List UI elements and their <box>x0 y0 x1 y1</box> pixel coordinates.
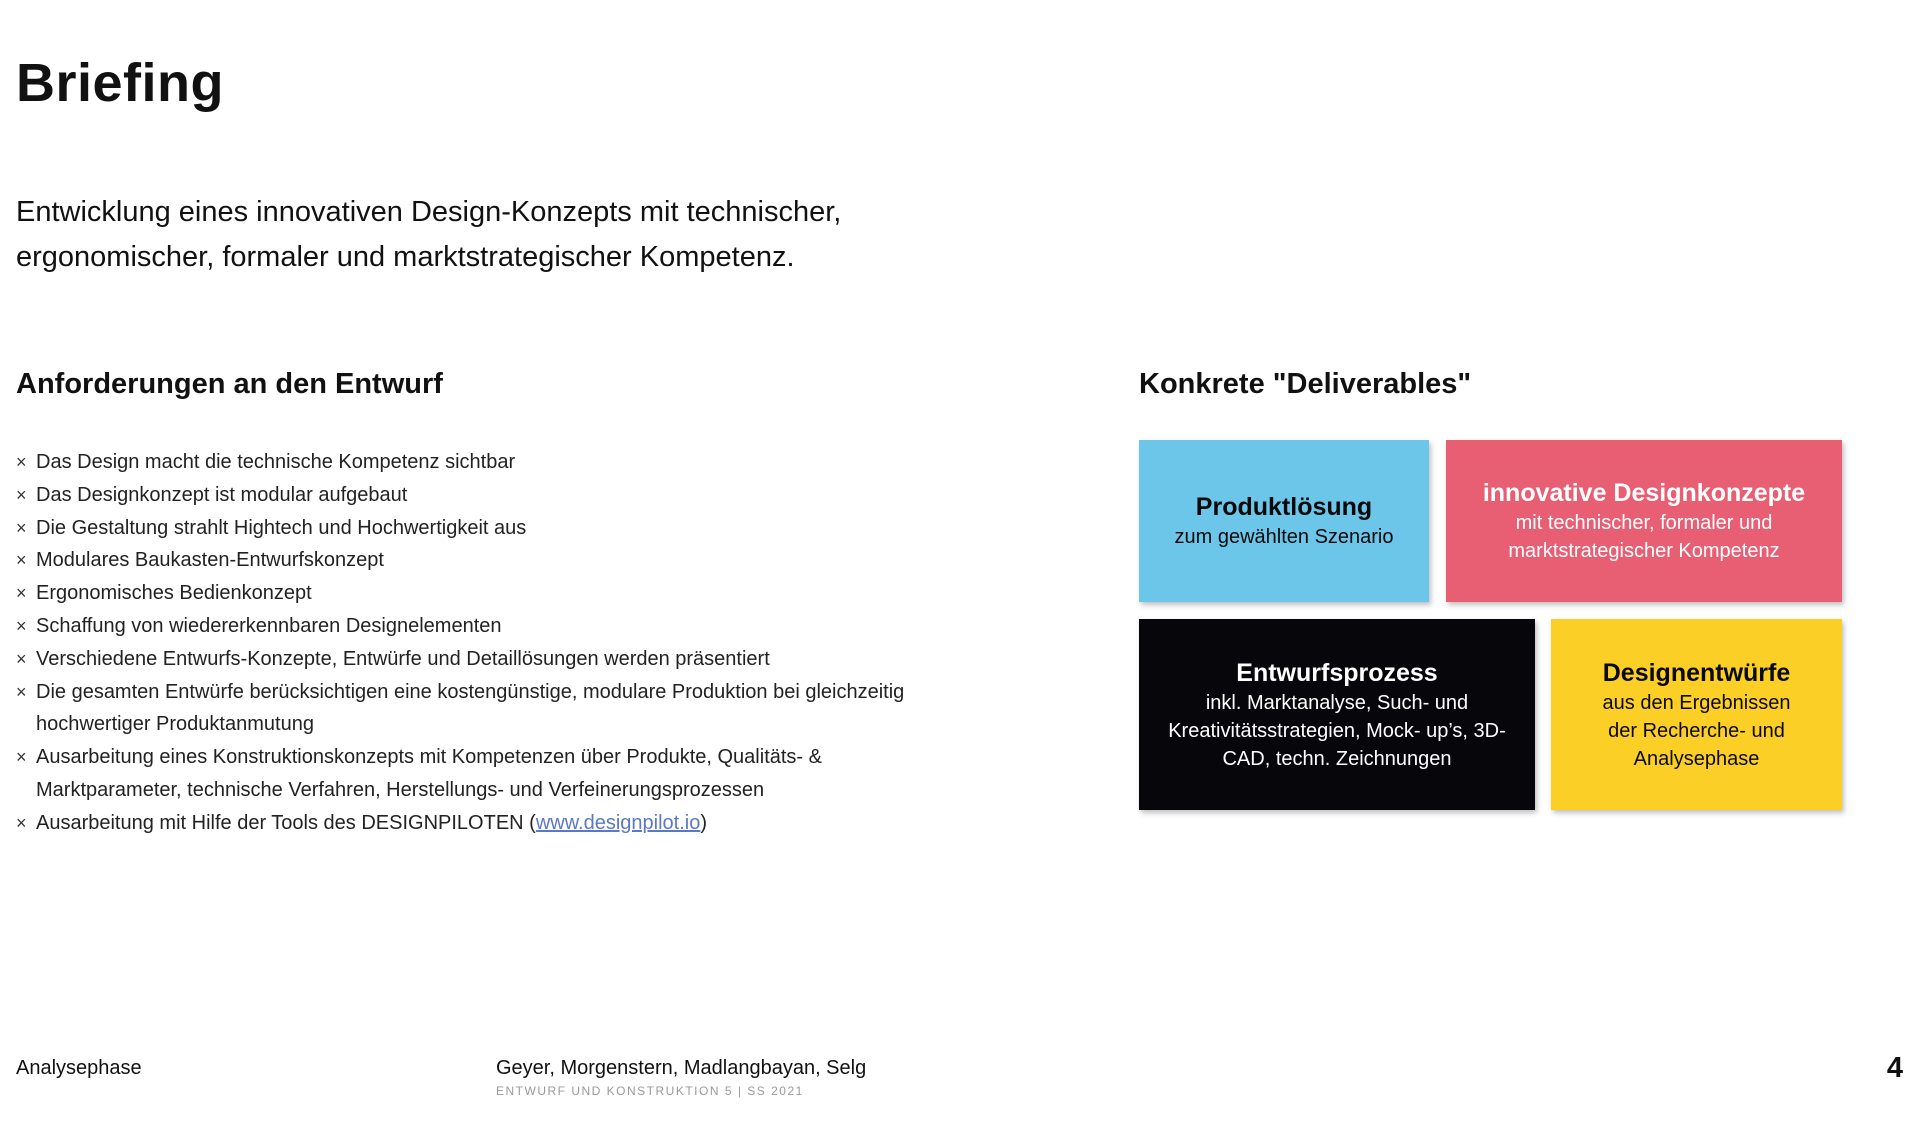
list-item <box>16 544 936 577</box>
list-item-text: Schaffung von wiedererkennbaren Designelementen <box>36 614 502 637</box>
deliverable-subtitle: zum gewählten Szenario <box>1174 526 1394 548</box>
list-item <box>16 807 936 840</box>
deliverable-subtitle: inkl. Marktanalyse, Such- und Kreativitätsstrategien, Mock- up’s, 3D-CAD, techn. Zeichnungen <box>1168 691 1506 770</box>
list-item <box>16 479 936 512</box>
list-item <box>16 512 936 545</box>
footer-credits <box>496 1057 866 1098</box>
bullet-x-icon: × <box>16 648 27 669</box>
page-number: 4 <box>1886 1052 1903 1084</box>
deliverable-card-entwurfsprozess <box>1139 619 1535 810</box>
list-item <box>16 643 936 676</box>
bullet-x-icon: × <box>16 681 27 702</box>
list-item-text: Modulares Baukasten-Entwurfskonzept <box>36 549 384 572</box>
list-item-text: Ausarbeitung eines Konstruktionskonzepts mit Kompetenzen über Produkte, Qualitäts- & Marktparameter, technische Verfahren, Herstellungs- und Verfeinerungsprozessen <box>36 746 822 801</box>
footer-course: ENTWURF UND KONSTRUKTION 5 | SS 2021 <box>496 1084 804 1098</box>
bullet-x-icon: × <box>16 550 27 571</box>
list-item <box>16 446 936 479</box>
intro-text: Entwicklung eines innovativen Design-Konzepts mit technischer, ergonomischer, formaler und marktstrategischer Kompetenz. <box>16 196 842 273</box>
bullet-x-icon: × <box>16 615 27 636</box>
requirements-list <box>16 446 936 840</box>
footer-section-label: Analysephase <box>16 1057 142 1079</box>
bullet-x-icon: × <box>16 517 27 538</box>
deliverable-card-produktloesung <box>1139 440 1429 602</box>
bullet-x-icon: × <box>16 747 27 768</box>
deliverable-card-designentwuerfe <box>1551 619 1842 810</box>
bullet-x-icon: × <box>16 484 27 505</box>
deliverable-title: Designentwürfe <box>1602 658 1791 687</box>
page-title: Briefing <box>16 53 225 113</box>
list-item <box>16 741 936 807</box>
deliverable-title: Entwurfsprozess <box>1236 658 1438 687</box>
deliverables-heading: Konkrete "Deliverables" <box>1139 368 1472 400</box>
requirements-heading: Anforderungen an den Entwurf <box>16 368 443 400</box>
bullet-x-icon: × <box>16 583 27 604</box>
footer-authors: Geyer, Morgenstern, Madlangbayan, Selg <box>496 1057 867 1079</box>
list-item-text: Ergonomisches Bedienkonzept <box>36 582 312 605</box>
list-item-text-suffix: ) <box>700 811 708 834</box>
list-item-text: Die gesamten Entwürfe berücksichtigen eine kostengünstige, modulare Produktion bei gleichzeitig hochwertiger Produktanmutung <box>36 680 905 736</box>
list-item <box>16 676 936 742</box>
list-item-text: Das Designkonzept ist modular aufgebaut <box>36 483 408 506</box>
deliverable-title: innovative Designkonzepte <box>1482 479 1806 507</box>
list-item <box>16 577 936 610</box>
bullet-x-icon: × <box>16 452 27 472</box>
deliverable-card-designkonzepte <box>1446 440 1842 602</box>
list-item-text: Verschiedene Entwurfs-Konzepte, Entwürfe und Detaillösungen werden präsentiert <box>36 647 770 670</box>
deliverable-subtitle: aus den Ergebnissen der Recherche- und Analysephase <box>1602 691 1791 770</box>
list-item-text: Die Gestaltung strahlt Hightech und Hochwertigkeit aus <box>36 516 527 539</box>
bullet-x-icon: × <box>16 812 27 833</box>
list-item <box>16 610 936 643</box>
deliverable-title: Produktlösung <box>1195 493 1373 521</box>
deliverable-subtitle: mit technischer, formaler und marktstrategischer Kompetenz <box>1508 512 1780 562</box>
list-item-text-prefix: Ausarbeitung mit Hilfe der Tools des DESIGNPILOTEN ( <box>36 811 536 834</box>
designpilot-link[interactable]: www.designpilot.io <box>535 811 701 834</box>
list-item-text: Das Design macht die technische Kompetenz sichtbar <box>36 451 516 473</box>
